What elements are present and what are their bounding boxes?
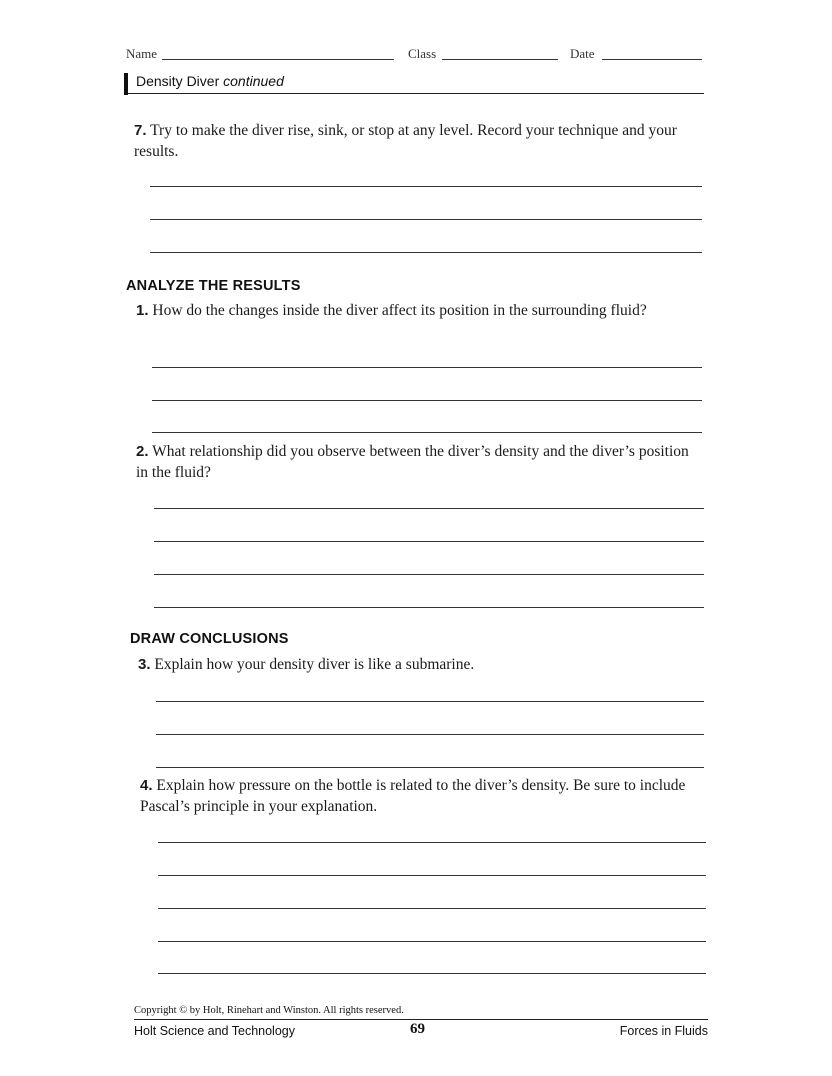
class-label: Class bbox=[408, 46, 437, 61]
answer-line[interactable] bbox=[154, 508, 704, 509]
question-1 bbox=[136, 300, 704, 321]
answer-line[interactable] bbox=[154, 541, 704, 542]
page-footer bbox=[134, 1005, 708, 1041]
answer-line[interactable] bbox=[158, 875, 706, 876]
banner-bar bbox=[124, 73, 128, 95]
lab-title-suffix: continued bbox=[223, 73, 284, 89]
copyright-notice: Copyright © by Holt, Rinehart and Winston. All rights reserved. bbox=[134, 1005, 404, 1016]
publisher-name: Holt Science and Technology bbox=[134, 1024, 295, 1038]
answer-line[interactable] bbox=[158, 941, 706, 942]
date-field[interactable] bbox=[602, 59, 702, 60]
question-1-text: How do the changes inside the diver affect its position in the surrounding fluid? bbox=[152, 302, 647, 319]
name-label: Name bbox=[126, 46, 158, 61]
question-3-text: Explain how your density diver is like a submarine. bbox=[154, 656, 475, 673]
answer-line[interactable] bbox=[154, 574, 704, 575]
answer-line[interactable] bbox=[158, 842, 706, 843]
answer-line[interactable] bbox=[156, 767, 704, 768]
class-field[interactable] bbox=[442, 59, 558, 60]
step-7-number: 7. bbox=[134, 122, 147, 139]
page-number: 69 bbox=[410, 1021, 425, 1037]
answer-line[interactable] bbox=[152, 432, 702, 433]
question-2 bbox=[136, 441, 704, 483]
conclusions-heading: DRAW CONCLUSIONS bbox=[130, 631, 289, 647]
answer-line[interactable] bbox=[150, 252, 702, 253]
question-2-number: 2. bbox=[136, 443, 149, 460]
answer-line[interactable] bbox=[158, 908, 706, 909]
question-1-number: 1. bbox=[136, 302, 149, 319]
step-7-text: Try to make the diver rise, sink, or stop at any level. Record your technique and your results. bbox=[134, 122, 677, 160]
answer-line[interactable] bbox=[150, 186, 702, 187]
name-field[interactable] bbox=[162, 59, 394, 60]
chapter-title: Forces in Fluids bbox=[619, 1024, 708, 1038]
question-4 bbox=[140, 775, 708, 817]
question-4-number: 4. bbox=[140, 777, 153, 794]
lab-title bbox=[136, 73, 284, 89]
answer-line[interactable] bbox=[150, 219, 702, 220]
answer-line[interactable] bbox=[154, 607, 704, 608]
answer-line[interactable] bbox=[152, 367, 702, 368]
question-3-number: 3. bbox=[138, 656, 151, 673]
student-info-header bbox=[126, 46, 706, 62]
date-label: Date bbox=[570, 46, 595, 61]
step-7 bbox=[134, 120, 704, 162]
answer-line[interactable] bbox=[156, 701, 704, 702]
lab-title-text: Density Diver bbox=[136, 73, 220, 89]
footer-rule bbox=[134, 1019, 708, 1020]
lab-title-banner bbox=[124, 73, 704, 94]
answer-line[interactable] bbox=[152, 400, 702, 401]
analyze-heading: ANALYZE THE RESULTS bbox=[126, 278, 301, 294]
question-3 bbox=[138, 654, 706, 675]
question-4-text: Explain how pressure on the bottle is related to the diver’s density. Be sure to include Pascal’s principle in your explanation. bbox=[140, 777, 686, 815]
question-2-text: What relationship did you observe between the diver’s density and the diver’s position in the fluid? bbox=[136, 443, 689, 481]
answer-line[interactable] bbox=[156, 734, 704, 735]
answer-line[interactable] bbox=[158, 973, 706, 974]
